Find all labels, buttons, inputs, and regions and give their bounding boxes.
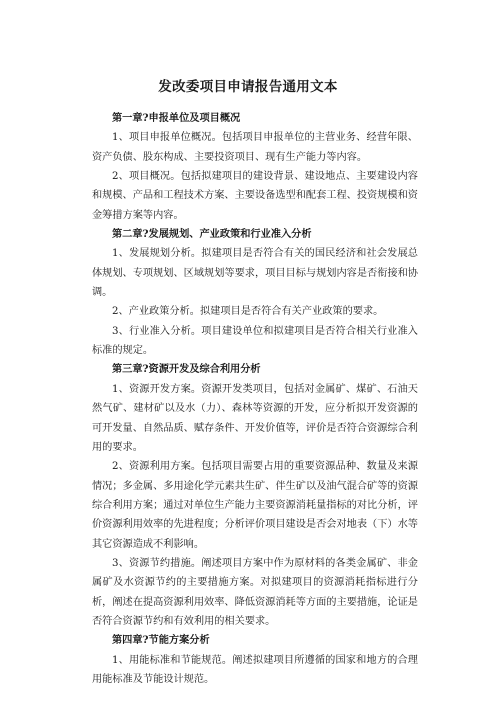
document-title: 发改委项目申请报告通用文本 [158,79,338,95]
chapter-heading-3: 第三章?资源开发及综合利用分析 [112,363,261,376]
paragraph: 3、资源节约措施。阐述项目方案中作为原材料的各类金属矿、非金属矿及水资源节约的主要措施方案。对拟建项目的资源消耗指标进行分析，阐述在提高资源利用效率、降低资源消耗等方面的主要措施，论证是否符合资源节约和有效利用的相关要求。 [92,557,418,627]
paragraph: 2、项目概况。包括拟建项目的建设背景、建设地点、主要建设内容和规模、产品和工程技术方案、主要设备选型和配套工程、投资规模和资金筹措方案等内容。 [92,171,418,221]
paragraph: 2、产业政策分析。拟建项目是否符合有关产业政策的要求。 [112,306,384,318]
document-body [92,109,418,689]
paragraph: 1、资源开发方案。资源开发类项目，包括对金属矿、煤矿、石油天然气矿、建材矿以及水（力）、森林等资源的开发，应分析拟开发资源的可开发量、自然品质、赋存条件、开发价值等，评价是否符合资源综合利用的要求。 [92,383,418,453]
chapter-heading-1: 第一章?申报单位及项目概况 [112,112,241,124]
paragraph: 3、行业准入分析。项目建设单位和拟建项目是否符合相关行业准入标准的规定。 [92,325,418,357]
paragraph: 1、项目申报单位概况。包括项目申报单位的主营业务、经营年限、资产负债、股东构成、主要投资项目、现有生产能力等内容。 [92,132,418,163]
paragraph: 1、用能标准和节能规范。阐述拟建项目所遵循的国家和地方的合理用能标准及节能设计规范。 [92,654,418,685]
paragraph: 1、发展规划分析。拟建项目是否符合有关的国民经济和社会发展总体规划、专项规划、区域规划等要求，项目目标与规划内容是否衔接和协调。 [92,248,418,299]
paragraph: 2、资源利用方案。包括项目需要占用的重要资源品种、数量及来源情况；多金属、多用途化学元素共生矿、伴生矿以及油气混合矿等的资源综合利用方案；通过对单位生产能力主要资源消耗量指标的对比分析，评价资源利用效率的先进程度；分析评价项目建设是否会对地表（下）水等其它资源造成不利影响。 [92,461,418,550]
chapter-heading-4: 第四章?节能方案分析 [112,634,210,647]
chapter-heading-2: 第二章?发展规划、产业政策和行业准入分析 [112,228,312,241]
